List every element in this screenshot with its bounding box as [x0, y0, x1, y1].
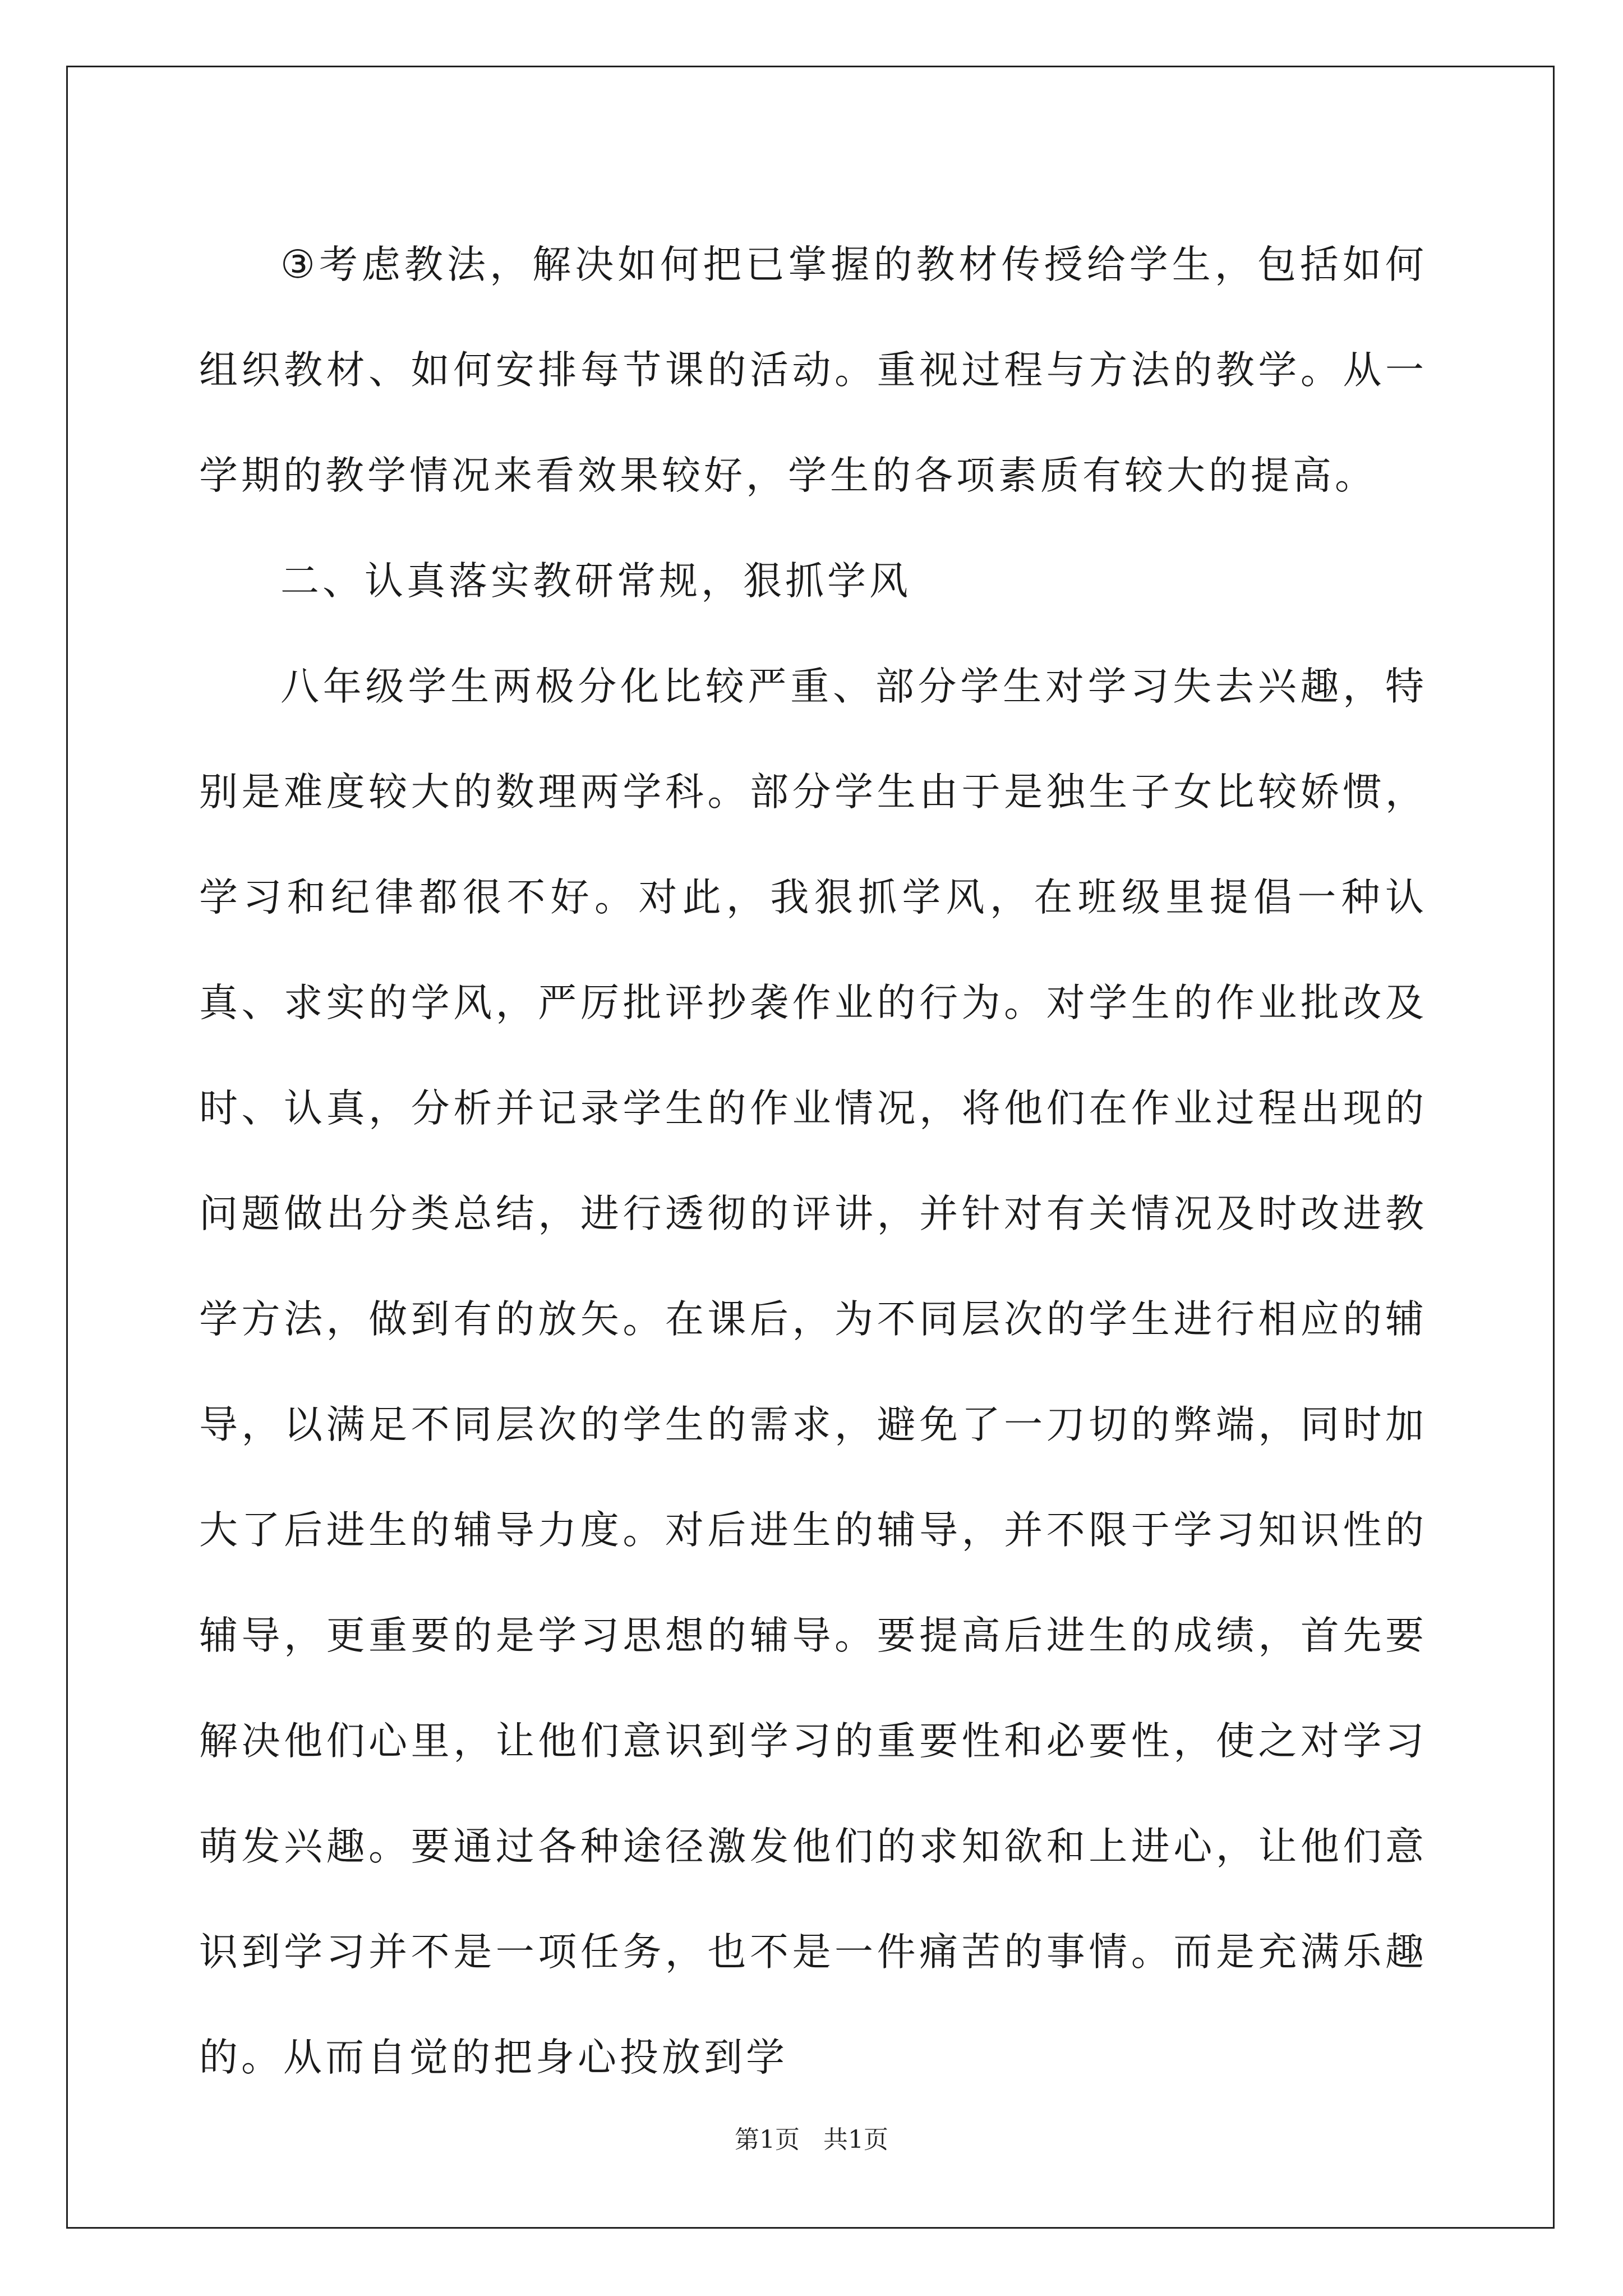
page-footer	[0, 2119, 1623, 2155]
document-body	[199, 212, 1427, 2110]
paragraph-teaching-method: ③考虑教法，解决如何把已掌握的教材传授给学生，包括如何组织教材、如何安排每节课的活动。重视过程与方法的教学。从一学期的教学情况来看效果较好，学生的各项素质有较大的提高。	[199, 242, 1427, 498]
page-number: 第1页	[735, 2125, 800, 2154]
page-total: 共1页	[823, 2125, 888, 2154]
paragraph-study-style: 八年级学生两极分化比较严重、部分学生对学习失去兴趣，特别是难度较大的数理两学科。部分学生由于是独生子女比较娇惯，学习和纪律都很不好。对此，我狠抓学风，在班级里提倡一种认真、求实的学风，严厉批评抄袭作业的行为。对学生的作业批改及时、认真，分析并记录学生的作业情况，将他们在作业过程出现的问题做出分类总结，进行透彻的评讲，并针对有关情况及时改进教学方法，做到有的放矢。在课后，为不同层次的学生进行相应的辅导，以满足不同层次的学生的需求，避免了一刀切的弊端，同时加大了后进生的辅导力度。对后进生的辅导，并不限于学习知识性的辅导，更重要的是学习思想的辅导。要提高后进生的成绩，首先要解决他们心里，让他们意识到学习的重要性和必要性，使之对学习萌发兴趣。要通过各种途径激发他们的求知欲和上进心，让他们意识到学习并不是一项任务，也不是一件痛苦的事情。而是充满乐趣的。从而自觉的把身心投放到学	[199, 664, 1427, 2080]
section-heading: 二、认真落实教研常规，狠抓学风	[280, 559, 911, 604]
